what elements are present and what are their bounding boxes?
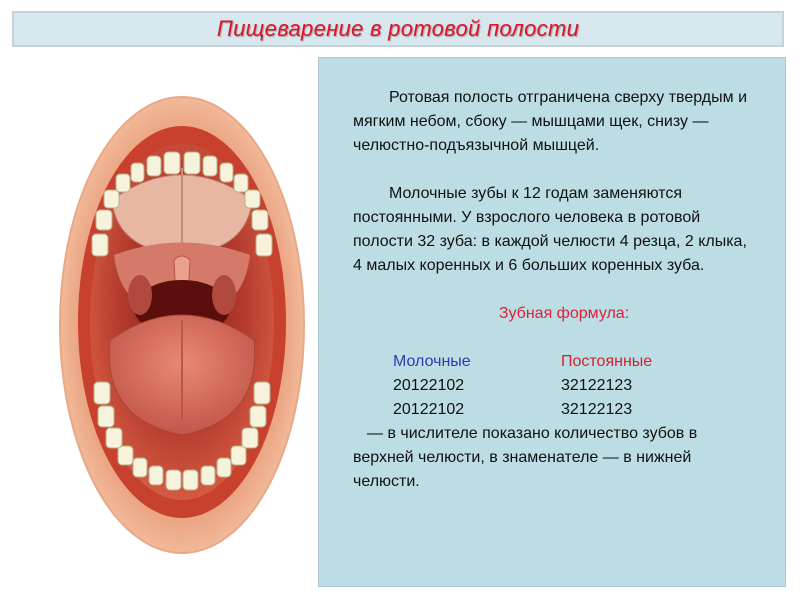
tonsil-right-shape	[212, 275, 236, 315]
paragraph-oral-cavity: Ротовая полость отграничена сверху твердым и мягким небом, сбоку — мышцами щек, снизу — челюстно-подъязычной мышцей.	[353, 89, 747, 154]
open-mouth-anatomy-illustration	[52, 90, 312, 560]
perm-upper-value: 32122123	[561, 377, 633, 394]
tonsil-left-shape	[128, 275, 152, 315]
title-bar	[12, 11, 784, 47]
perm-lower-value: 32122123	[561, 401, 633, 418]
formula-title: Зубная формула:	[498, 305, 630, 322]
formula-lower-row	[353, 398, 755, 422]
milk-upper-value: 20122102	[393, 377, 465, 394]
formula-upper-row	[353, 374, 755, 398]
page-title: Пищеварение в ротовой полости	[216, 16, 580, 41]
mouth-illustration	[52, 90, 312, 560]
text-panel	[318, 57, 786, 587]
milk-lower-value: 20122102	[393, 401, 465, 418]
formula-note: — в числителе показано количество зубов в верхней челюсти, в знаменателе — в нижней челюсти.	[353, 425, 698, 490]
milk-teeth-label: Молочные	[393, 353, 471, 370]
formula-header-row	[353, 350, 755, 374]
paragraph-teeth: Молочные зубы к 12 годам заменяются постоянными. У взрослого человека в ротовой полости 32 зуба: в каждой челюсти 4 резца, 2 клыка, 4 малых коренных и 6 больших коренных зуба.	[353, 185, 747, 274]
permanent-teeth-label: Постоянные	[561, 353, 653, 370]
